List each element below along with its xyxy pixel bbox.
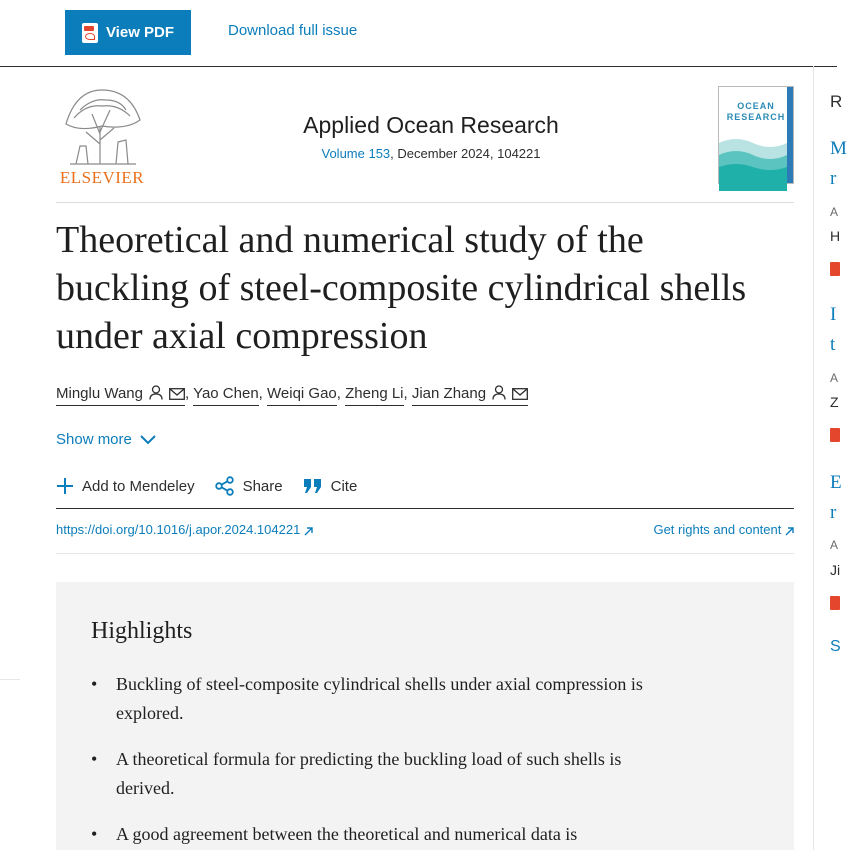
share-button[interactable] xyxy=(215,474,283,498)
article-actions xyxy=(56,474,794,509)
highlight-item: • Buckling of steel-composite cylindrical shells under axial compression is explored. xyxy=(91,670,651,728)
sidebar-header: R xyxy=(830,92,843,111)
recommended-title-line[interactable]: r xyxy=(830,168,837,189)
pdf-icon[interactable] xyxy=(830,596,840,610)
author-name: Weiqi Gao xyxy=(267,385,337,402)
show-more-label: Show more xyxy=(56,431,132,448)
show-more-button[interactable] xyxy=(56,431,156,448)
author-separator: , xyxy=(258,385,268,402)
recommended-title-line[interactable]: t xyxy=(830,334,836,355)
highlights-section xyxy=(56,582,794,850)
recommended-articles-sidebar xyxy=(813,66,847,850)
article-title: Theoretical and numerical study of the buckling of steel-composite cylindrical shells under axial compression xyxy=(56,219,747,357)
chevron-down-icon xyxy=(140,435,156,445)
cover-title: OCEAN RESEARCH xyxy=(726,101,786,122)
author-name: Jian Zhang xyxy=(411,385,487,402)
author-link[interactable] xyxy=(412,385,528,406)
recommended-title-line[interactable]: M xyxy=(830,138,847,159)
journal-issue-info xyxy=(296,146,566,161)
highlights-list xyxy=(91,670,651,866)
elsevier-logo[interactable] xyxy=(56,84,148,186)
author-link[interactable] xyxy=(345,385,403,406)
recommended-title-line[interactable]: E xyxy=(830,472,842,493)
author-link[interactable] xyxy=(267,385,337,406)
view-pdf-button[interactable] xyxy=(65,10,191,55)
show-more-recommended-link[interactable]: S xyxy=(830,638,841,655)
author-separator: , xyxy=(336,385,346,402)
view-pdf-label: View PDF xyxy=(105,24,175,41)
author-name: Yao Chen xyxy=(193,385,259,402)
share-label: Share xyxy=(242,477,283,495)
journal-cover-image[interactable] xyxy=(718,86,794,184)
author-link[interactable] xyxy=(193,385,259,406)
rights-text: Get rights and content xyxy=(653,522,782,537)
cover-spine xyxy=(787,87,793,183)
share-icon xyxy=(215,476,235,496)
external-link-icon xyxy=(785,527,794,536)
add-to-mendeley-button[interactable] xyxy=(56,474,195,498)
envelope-icon xyxy=(169,387,185,404)
mendeley-label: Add to Mendeley xyxy=(82,477,195,495)
recommended-article-type: A xyxy=(830,538,839,552)
top-toolbar xyxy=(0,0,837,67)
doi-link[interactable] xyxy=(56,522,313,537)
pdf-icon[interactable] xyxy=(830,262,840,276)
recommended-title-line[interactable]: I xyxy=(830,304,837,325)
issue-date-number: , December 2024, 104221 xyxy=(390,146,541,161)
cite-label: Cite xyxy=(330,477,358,495)
recommended-authors: Z xyxy=(830,394,839,410)
journal-header xyxy=(56,84,794,203)
author-name: Zheng Li xyxy=(345,385,404,402)
pdf-icon[interactable] xyxy=(830,428,840,442)
recommended-article-type: A xyxy=(830,205,839,219)
quote-icon xyxy=(303,478,323,494)
external-link-icon xyxy=(304,527,313,536)
recommended-authors: H xyxy=(830,228,841,244)
divider xyxy=(0,679,20,680)
envelope-icon xyxy=(512,387,528,404)
journal-title[interactable]: Applied Ocean Research xyxy=(303,112,559,138)
author-name: Minglu Wang xyxy=(56,385,143,402)
author-separator: , xyxy=(403,385,412,402)
author-link[interactable] xyxy=(56,385,185,406)
elsevier-tree-icon xyxy=(56,84,148,166)
highlight-item: • A theoretical formula for predicting the buckling load of such shells is derived. xyxy=(91,745,651,803)
doi-text: https://doi.org/10.1016/j.apor.2024.104221 xyxy=(56,522,301,537)
doi-row xyxy=(56,509,794,554)
author-separator: , xyxy=(184,385,194,402)
author-list xyxy=(56,385,528,404)
volume-link[interactable]: Volume 153 xyxy=(321,146,391,161)
pdf-icon xyxy=(82,23,98,43)
highlight-item: • A good agreement between the theoretical and numerical data is xyxy=(91,820,651,849)
download-full-issue-link[interactable]: Download full issue xyxy=(228,22,358,39)
recommended-authors: Ji xyxy=(830,562,841,578)
cite-button[interactable] xyxy=(303,474,358,498)
recommended-title-line[interactable]: r xyxy=(830,502,837,523)
person-icon xyxy=(492,385,506,404)
recommended-article-type: A xyxy=(830,371,839,385)
rights-link[interactable] xyxy=(653,522,794,537)
plus-icon xyxy=(56,477,74,495)
cover-wave-graphic xyxy=(719,131,787,191)
highlights-title: Highlights xyxy=(91,618,193,644)
person-icon xyxy=(149,385,163,404)
publisher-name: ELSEVIER xyxy=(59,168,145,187)
